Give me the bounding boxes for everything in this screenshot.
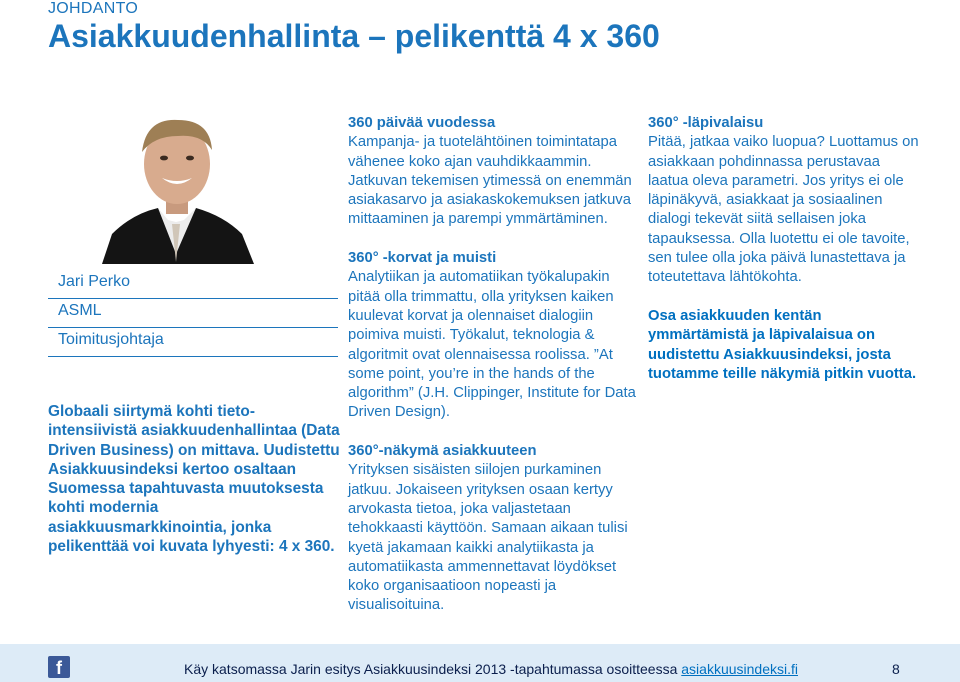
column-right (648, 114, 923, 403)
section-360-xray (648, 114, 923, 288)
job-title: Toimitusjohtaja (48, 328, 338, 357)
page-title: Asiakkuudenhallinta – pelikenttä 4 x 360 (48, 18, 660, 54)
facebook-icon[interactable]: f (48, 656, 70, 678)
section-heading: 360 päivää vuodessa (348, 115, 496, 131)
person-name: Jari Perko (48, 270, 338, 299)
column-middle (348, 114, 638, 635)
section-body: Yrityksen sisäisten siilojen purkaminen jatkuu. Jokaiseen yrityksen osaan kertyy arvokasta tietoa, joka valjastetaan tehokkaasti käyttöön. Samaan aikaan tulisi kyetä jakamaan kaikki analytiikasta ja automatiikasta ammennettavat löydökset koko organisaatioon nopeasti ja visualisoituina. (348, 462, 628, 614)
section-body: Kampanja- ja tuotelähtöinen toimintatapa vähenee koko ajan vauhdikkaammin. Jatkuvan tekemisen ytimessä on enemmän asiakasarvo ja asiakaskokemuksen jatkuva mittaaminen ja parempi ymmärtäminen. (348, 134, 632, 228)
page-number: 8 (892, 661, 900, 677)
portrait-photo (92, 112, 260, 264)
footer-link[interactable]: asiakkuusindeksi.fi (681, 661, 798, 677)
section-heading: 360°-näkymä asiakkuuteen (348, 443, 537, 460)
section-kicker: JOHDANTO (48, 0, 139, 17)
section-360-ears-memory (348, 249, 638, 423)
footer-bar (0, 644, 960, 682)
profile-block (48, 270, 338, 357)
footer-message: Käy katsomassa Jarin esitys Asiakkuusindeksi 2013 -tapahtumassa osoitteessa (184, 661, 682, 677)
section-heading: 360° -läpivalaisu (648, 115, 764, 131)
intro-text: Globaali siirtymä kohti tieto-intensiivistä asiakkuudenhallintaa (Data Driven Business) on mittava. Uudistettu Asiakkuusindeksi kertoo osaltaan Suomessa tapahtuvasta muutoksesta kohti modernia asiakkuusmarkkinointia, jonka pelikenttää voi kuvata lyhyesti: 4 x 360. (48, 403, 340, 556)
section-360-days (348, 114, 638, 230)
section-heading: 360° -korvat ja muisti (348, 250, 497, 267)
section-360-view (348, 442, 638, 616)
company-name: ASML (48, 299, 338, 328)
call-to-action: Osa asiakkuuden kentän ymmärtämistä ja läpivalaisua on uudistettu Asiakkuusindeksi, josta tuotamme teille näkymiä pitkin vuotta. (648, 307, 917, 382)
footer-text (184, 661, 798, 677)
section-body: Analytiikan ja automatiikan työkalupakin pitää olla trimmattu, olla yrityksen kaiken kuulevat korvat ja olennaiset dialogiin poimiva muisti. Työkalut, teknologia & algoritmit ovat olennaisessa roolissa. ”At some point, you’re in the hands of the algorithm” (J.H. Clippinger, Institute for Data Driven Design). (348, 269, 636, 421)
section-body: Pitää, jatkaa vaiko luopua? Luottamus on asiakkaan pohdinnassa perustavaa laatua oleva parametri. Jos yritys ei ole läpinäkyvä, asiakkaat ja sosiaalinen dialogi tekevät siitä sellaisen joka tapauksessa. Olla luotettu ei ole tavoite, sen tulee olla joka päivä lunastettava ja toteutettava lähtökohta. (648, 134, 919, 286)
